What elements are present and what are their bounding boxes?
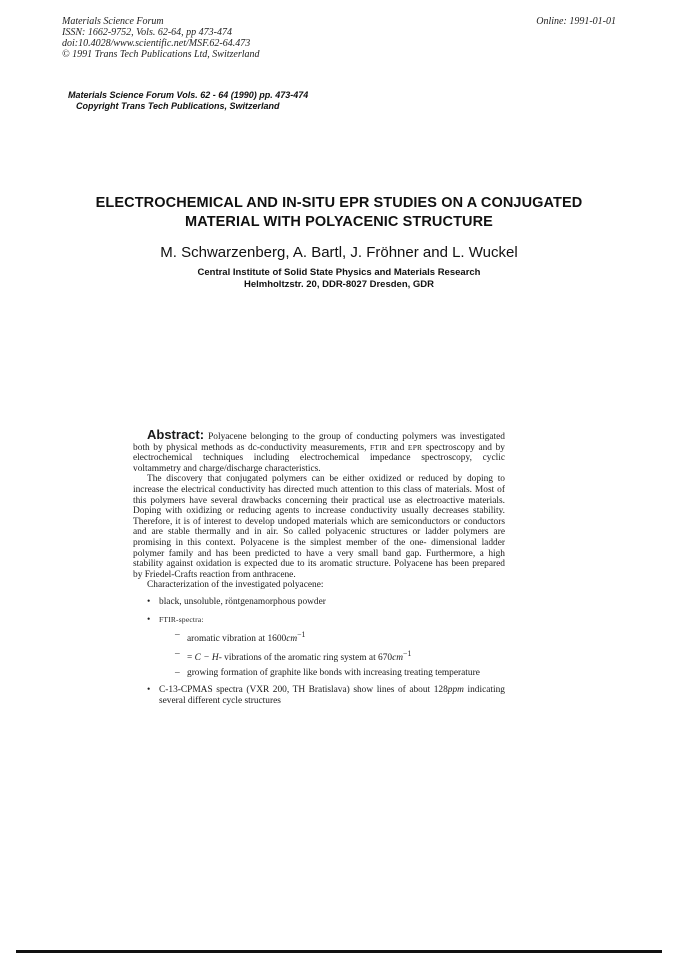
abstract-text: and	[387, 442, 408, 453]
sub-list-item	[175, 668, 505, 679]
paper-title-line-1: ELECTROCHEMICAL AND IN-SITU EPR STUDIES ON A CONJUGATED	[95, 195, 583, 211]
citation-header	[62, 16, 260, 60]
author-list: M. Schwarzenberg, A. Bartl, J. Fröhner and L. Wuckel	[160, 244, 518, 261]
online-date: Online: 1991-01-01	[536, 16, 616, 27]
unit: ppm	[447, 685, 464, 696]
sub-item-text: growing formation of graphite like bonds with increasing treating temperature	[187, 667, 480, 678]
ftir-abbrev: FTIR	[370, 442, 388, 452]
superscript: −1	[297, 630, 306, 640]
list-item-text: indicating several different cycle structures	[159, 685, 505, 706]
abstract-paragraph-2: The discovery that conjugated polymers can be either oxidized or reduced by doping to increase the electrical conductivity has directed much attention to this class of materials. Most of this polymers have several drawbacks concerning their practical use as electroactive materials. Doping with oxidizing or reducing agents to increase conductivity usually decreases stability. Therefore, it is of interest to develop undoped materials which are semiconductors or conductors and are stable thermally and in air. So called polyacenic structures or ladder polymers are promising in this context. Polyacene is the simplest member of the one- dimensional ladder polymer family and has been predicted to have a very small band gap. Furthermore, a high stability against oxidation is expected due to its aromatic structure. Polyacene has been prepared by Friedel-Crafts reaction from anthracene.	[133, 474, 505, 580]
citation-doi: doi:10.4028/www.scientific.net/MSF.62-64.473	[62, 38, 251, 49]
ftir-sublist	[159, 630, 505, 678]
affiliation-institute: Central Institute of Solid State Physics and Materials Research	[197, 267, 481, 278]
sub-list-item	[175, 649, 505, 664]
sub-item-text: - vibrations of the aromatic ring system at 670	[218, 652, 393, 663]
list-item-text: C-13-CPMAS spectra (VXR 200, TH Bratislava) show lines of about 128	[159, 685, 448, 696]
citation-issn: ISSN: 1662-9752, Vols. 62-64, pp 473-474	[62, 27, 232, 38]
abstract-text: Polyacene belonging to the group of conducting polymers was investigated both by physical methods as dc-conductivity measurements,	[133, 432, 505, 453]
unit: cm	[286, 634, 298, 645]
superscript: −1	[403, 648, 412, 658]
epr-abbrev: EPR	[407, 442, 423, 452]
list-item	[147, 615, 505, 679]
list-item-text: FTIR-spectra:	[159, 614, 204, 624]
journal-volume-line: Materials Science Forum Vols. 62 - 64 (1990) pp. 473-474	[68, 90, 309, 100]
abstract-body	[133, 427, 505, 713]
abstract-paragraph-1	[133, 427, 505, 474]
sub-item-text: aromatic vibration at 1600	[187, 634, 287, 645]
journal-copyright-line: Copyright Trans Tech Publications, Switzerland	[76, 101, 280, 111]
journal-reference	[68, 90, 308, 112]
citation-copyright: © 1991 Trans Tech Publications Ltd, Switzerland	[62, 49, 260, 60]
list-item	[147, 597, 505, 608]
affiliation	[40, 267, 638, 291]
list-item-text: black, unsoluble, röntgenamorphous powder	[159, 596, 326, 607]
sub-list-item	[175, 630, 505, 645]
paper-title-line-2: MATERIAL WITH POLYACENIC STRUCTURE	[185, 214, 493, 230]
paper-title	[40, 194, 638, 232]
abstract-heading: Abstract:	[147, 427, 205, 442]
affiliation-address: Helmholtzstr. 20, DDR-8027 Dresden, GDR	[243, 279, 435, 290]
sub-item-text: =	[187, 652, 195, 663]
characterization-list	[133, 597, 505, 706]
bond-notation: C − H	[194, 652, 219, 663]
characterization-lead: Characterization of the investigated polyacene:	[147, 580, 324, 591]
abstract-text: spectroscopy and by electrochemical techniques including electrochemical impedance spectroscopy, cyclic voltammetry and charge/discharge characteristics.	[133, 442, 505, 474]
citation-journal: Materials Science Forum	[62, 16, 164, 27]
list-item	[147, 685, 505, 706]
unit: cm	[392, 652, 404, 663]
footer-rule	[16, 950, 662, 953]
